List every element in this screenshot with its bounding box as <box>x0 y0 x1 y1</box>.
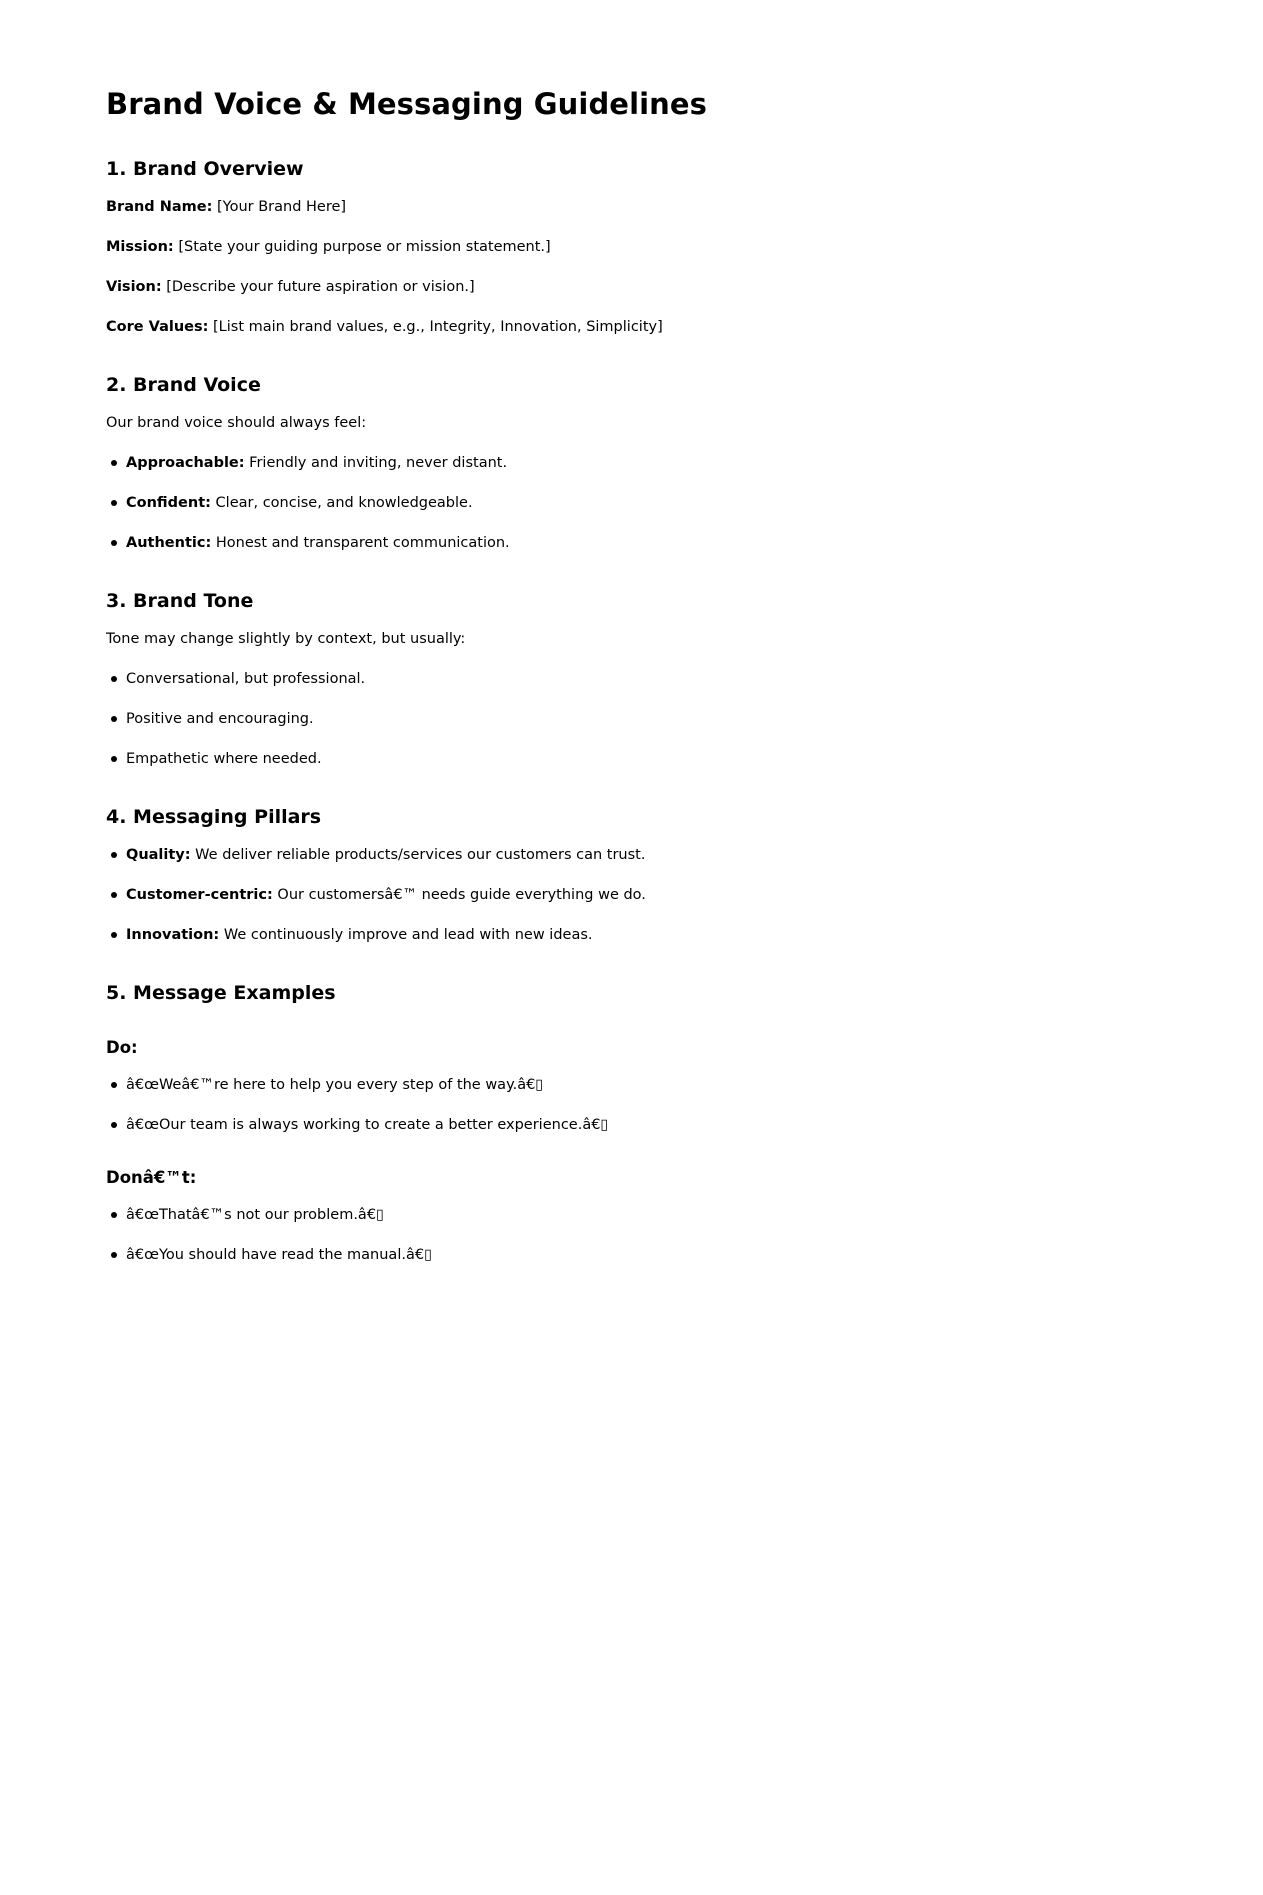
item-label: Customer-centric: <box>126 887 273 903</box>
item-text: We deliver reliable products/services our customers can trust. <box>190 847 646 863</box>
field-value: [Describe your future aspiration or vision.] <box>161 279 475 295</box>
list-item <box>126 492 1206 514</box>
list-item <box>126 1204 1206 1226</box>
item-text: Conversational, but professional. <box>126 671 366 687</box>
item-text: Clear, concise, and knowledgeable. <box>210 495 473 511</box>
list-item <box>126 748 1206 770</box>
section-brand-voice <box>106 372 1206 554</box>
section-heading: 5. Message Examples <box>106 982 336 1004</box>
bullet-icon <box>111 1122 117 1128</box>
list-item <box>126 708 1206 730</box>
item-label: Approachable: <box>126 455 245 471</box>
section-intro: Tone may change slightly by context, but usually: <box>106 631 466 647</box>
section-messaging-pillars <box>106 804 1206 946</box>
item-text: Our customersâ€™ needs guide everything we do. <box>272 887 646 903</box>
field-value: [Your Brand Here] <box>212 199 347 215</box>
item-text: â€œYou should have read the manual.â€▯ <box>126 1247 433 1263</box>
field-value: [State your guiding purpose or mission statement.] <box>173 239 551 255</box>
item-text: Positive and encouraging. <box>126 711 314 727</box>
field-brand-name <box>106 196 1206 218</box>
section-intro: Our brand voice should always feel: <box>106 415 367 431</box>
dont-list <box>106 1204 1206 1266</box>
bullet-icon <box>111 892 117 898</box>
item-label: Authentic: <box>126 535 212 551</box>
section-heading: 2. Brand Voice <box>106 374 261 396</box>
field-core-values <box>106 316 1206 338</box>
list-item <box>126 668 1206 690</box>
list-item <box>126 924 1206 946</box>
list-item <box>126 1114 1206 1136</box>
item-text: Honest and transparent communication. <box>211 535 510 551</box>
bullet-icon <box>111 1082 117 1088</box>
item-text: â€œWeâ€™re here to help you every step of the way.â€▯ <box>126 1077 544 1093</box>
item-text: Empathetic where needed. <box>126 751 322 767</box>
item-label: Innovation: <box>126 927 220 943</box>
voice-list <box>106 452 1206 554</box>
list-item <box>126 452 1206 474</box>
item-label: Quality: <box>126 847 191 863</box>
bullet-icon <box>111 1252 117 1258</box>
do-list <box>106 1074 1206 1136</box>
do-heading: Do: <box>106 1038 138 1057</box>
field-label: Mission: <box>106 239 174 255</box>
bullet-icon <box>111 756 117 762</box>
pillars-list <box>106 844 1206 946</box>
field-label: Vision: <box>106 279 162 295</box>
item-text: We continuously improve and lead with new ideas. <box>219 927 593 943</box>
bullet-icon <box>111 932 117 938</box>
field-label: Brand Name: <box>106 199 213 215</box>
field-value: [List main brand values, e.g., Integrity, Innovation, Simplicity] <box>208 319 663 335</box>
bullet-icon <box>111 500 117 506</box>
section-brand-overview <box>106 156 1206 338</box>
field-mission <box>106 236 1206 258</box>
section-heading: 4. Messaging Pillars <box>106 806 322 828</box>
dont-heading: Donâ€™t: <box>106 1168 197 1187</box>
list-item <box>126 532 1206 554</box>
section-heading: 3. Brand Tone <box>106 590 254 612</box>
item-text: Friendly and inviting, never distant. <box>244 455 508 471</box>
list-item <box>126 1074 1206 1096</box>
section-message-examples <box>106 980 1206 1266</box>
section-heading: 1. Brand Overview <box>106 158 304 180</box>
list-item <box>126 884 1206 906</box>
page-title: Brand Voice & Messaging Guidelines <box>106 87 708 121</box>
bullet-icon <box>111 852 117 858</box>
item-label: Confident: <box>126 495 211 511</box>
bullet-icon <box>111 1212 117 1218</box>
bullet-icon <box>111 716 117 722</box>
list-item <box>126 844 1206 866</box>
field-label: Core Values: <box>106 319 209 335</box>
tone-list <box>106 668 1206 770</box>
item-text: â€œOur team is always working to create a better experience.â€▯ <box>126 1117 609 1133</box>
list-item <box>126 1244 1206 1266</box>
bullet-icon <box>111 460 117 466</box>
bullet-icon <box>111 676 117 682</box>
item-text: â€œThatâ€™s not our problem.â€▯ <box>126 1207 385 1223</box>
section-brand-tone <box>106 588 1206 770</box>
field-vision <box>106 276 1206 298</box>
bullet-icon <box>111 540 117 546</box>
